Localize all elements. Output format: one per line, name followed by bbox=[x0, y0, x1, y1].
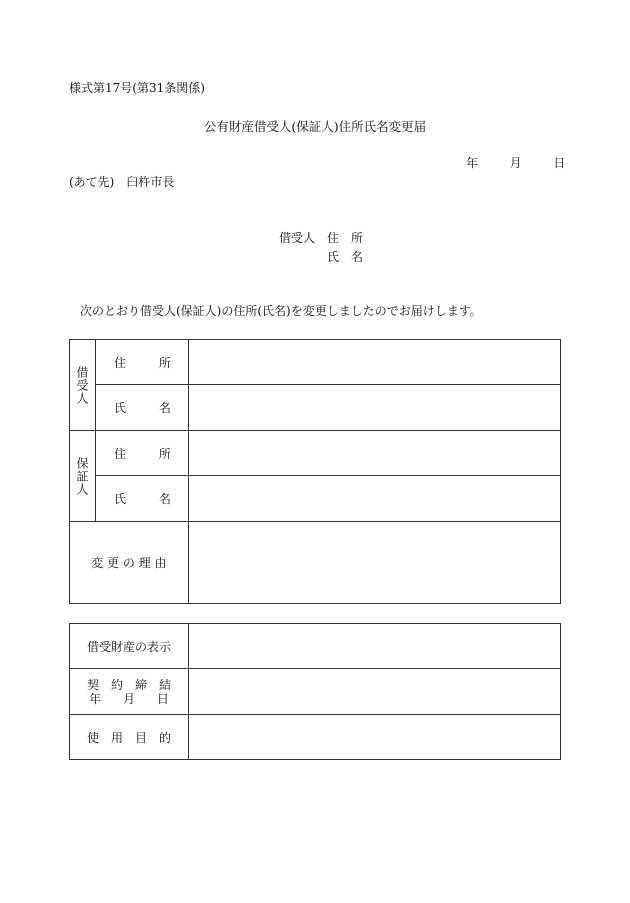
borrower-address-label-b: 所 bbox=[158, 355, 171, 370]
document-title: 公有財産借受人(保証人)住所氏名変更届 bbox=[203, 119, 427, 134]
guarantor-name-label-a: 氏 bbox=[113, 492, 126, 506]
borrower-address-label-a: 住 bbox=[113, 355, 126, 370]
applicant-address-row bbox=[279, 232, 363, 244]
property-label: 借受財産の表示 bbox=[70, 624, 189, 669]
borrower-name-label-b: 名 bbox=[158, 401, 171, 415]
property-table bbox=[69, 623, 561, 760]
borrower-name-label-a: 氏 bbox=[113, 401, 126, 415]
guarantor-name-label-b: 名 bbox=[158, 492, 171, 506]
guarantor-address-label bbox=[95, 431, 188, 476]
contract-date-line1: 契 約 締 結 bbox=[86, 677, 171, 692]
date-day: 日 bbox=[553, 156, 566, 170]
change-table bbox=[69, 339, 561, 604]
applicant-address-label: 住 所 bbox=[327, 231, 364, 245]
borrower-name-value[interactable] bbox=[188, 385, 560, 431]
borrower-group-label: 借受人 bbox=[70, 340, 96, 431]
form-number: 様式第17号(第31条関係) bbox=[69, 81, 205, 95]
contract-day: 日 bbox=[156, 691, 169, 706]
date-line bbox=[466, 157, 565, 169]
contract-date-line2 bbox=[70, 692, 188, 706]
guarantor-address-label-b: 所 bbox=[158, 446, 171, 461]
guarantor-name-label bbox=[95, 476, 188, 522]
applicant-role: 借受人 bbox=[279, 231, 316, 245]
guarantor-address-label-a: 住 bbox=[113, 446, 126, 461]
change-reason-value[interactable] bbox=[188, 522, 560, 604]
applicant-name-row bbox=[327, 251, 363, 263]
contract-date-value[interactable] bbox=[188, 669, 560, 715]
intro-text: 次のとおり借受人(保証人)の住所(氏名)を変更しましたのでお届けします。 bbox=[80, 304, 482, 318]
date-year: 年 bbox=[466, 156, 479, 170]
change-reason-label: 変 更 の 理 由 bbox=[70, 522, 189, 604]
property-value[interactable] bbox=[188, 624, 560, 669]
purpose-value[interactable] bbox=[188, 715, 560, 760]
guarantor-group-label: 保証人 bbox=[70, 431, 96, 522]
guarantor-name-value[interactable] bbox=[188, 476, 560, 522]
applicant-name-label: 氏 名 bbox=[327, 250, 364, 264]
guarantor-address-value[interactable] bbox=[188, 431, 560, 476]
borrower-address-value[interactable] bbox=[188, 340, 560, 385]
contract-month: 月 bbox=[122, 691, 135, 706]
borrower-address-label bbox=[95, 340, 188, 385]
contract-date-label bbox=[70, 669, 189, 715]
date-month: 月 bbox=[509, 156, 522, 170]
purpose-label: 使 用 目 的 bbox=[70, 715, 189, 760]
contract-year: 年 bbox=[89, 691, 102, 706]
addressee: (あて先) 臼杵市長 bbox=[69, 175, 175, 189]
borrower-name-label bbox=[95, 385, 188, 431]
